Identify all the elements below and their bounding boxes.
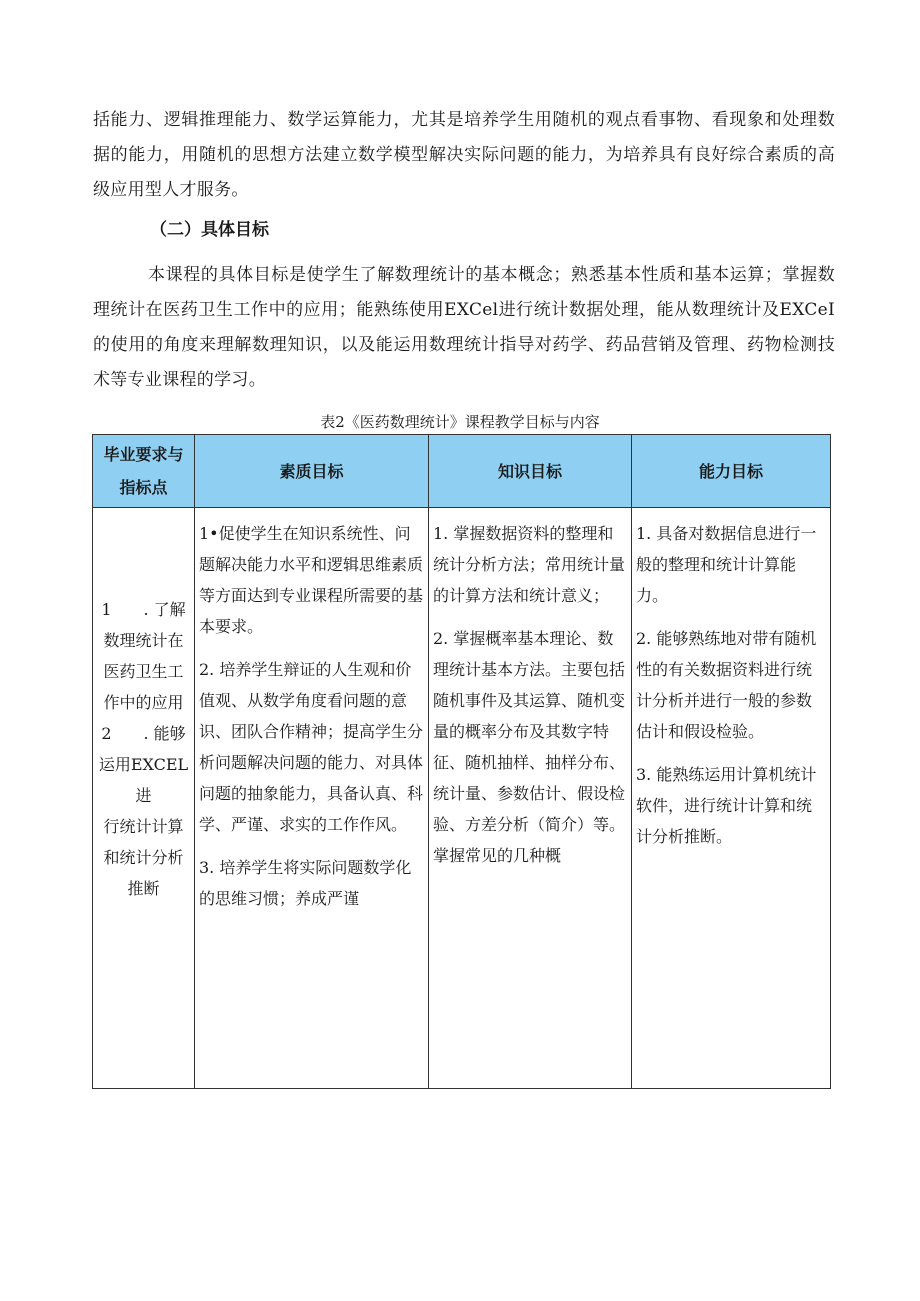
ability-goal-item: 1. 具备对数据信息进行一般的整理和统计计算能力。 — [636, 524, 817, 605]
table-caption: 表2《医药数理统计》课程教学目标与内容 — [320, 413, 600, 431]
header-indicator — [93, 435, 195, 508]
header-ability-goals: 能力目标 — [632, 435, 831, 508]
indicator-line: 和统计分析 — [103, 848, 184, 867]
header-quality-goals: 素质目标 — [195, 435, 429, 508]
quality-goal-item: 2. 培养学生辩证的人生观和价值观、从数学角度看问题的意识、团队合作精神；提高学生分析问题解决问题的能力、对具体问题的抽象能力，具备认真、科学、严谨、求实的工作作风。 — [199, 660, 424, 834]
ability-goals-cell — [632, 508, 831, 1089]
indicator-line: 1 . 了解 — [101, 600, 186, 619]
header-indicator-line1: 毕业要求与 — [103, 445, 184, 464]
knowledge-goals-cell — [429, 508, 632, 1089]
indicator-line: 数理统计在 — [103, 631, 184, 650]
indicator-cell — [93, 508, 195, 1089]
indicator-line: 医药卫生工 — [103, 662, 184, 681]
header-indicator-line2: 指标点 — [119, 478, 168, 497]
quality-goals-cell — [195, 508, 429, 1089]
indicator-line: 运用EXCEL进 — [98, 755, 189, 805]
body-paragraph: 本课程的具体目标是使学生了解数理统计的基本概念；熟悉基本性质和基本运算；掌握数理统计在医药卫生工作中的应用；能熟练使用EXCel进行统计数据处理，能从数理统计及EXCeI的使用的角度来理解数理知识，以及能运用数理统计指导对药学、药品营销及管理、药物检测技术等专业课程的学习。 — [93, 265, 835, 390]
ability-goal-item: 3. 能熟练运用计算机统计软件，进行统计计算和统计分析推断。 — [636, 765, 817, 846]
goals-table — [92, 434, 831, 1089]
indicator-line: 行统计计算 — [103, 817, 184, 836]
table-header-row — [93, 435, 831, 508]
ability-goal-item: 2. 能够熟练地对带有随机性的有关数据资料进行统计分析并进行一般的参数估计和假设检验。 — [636, 629, 817, 741]
header-knowledge-goals: 知识目标 — [429, 435, 632, 508]
quality-goal-item: 1•促使学生在知识系统性、问题解决能力水平和逻辑思维素质等方面达到专业课程所需要的基本要求。 — [199, 524, 424, 636]
knowledge-goal-item: 1. 掌握数据资料的整理和统计分析方法；常用统计量的计算方法和统计意义； — [433, 524, 626, 605]
quality-goal-item: 3. 培养学生将实际问题数学化的思维习惯；养成严谨 — [199, 858, 412, 908]
indicator-line: 2 . 能够 — [101, 724, 186, 743]
indicator-line: 推断 — [127, 879, 160, 898]
indicator-line: 作中的应用 — [103, 693, 184, 712]
table-row — [93, 508, 831, 1089]
intro-paragraph: 括能力、逻辑推理能力、数学运算能力，尤其是培养学生用随机的观点看事物、看现象和处理数据的能力，用随机的思想方法建立数学模型解决实际问题的能力，为培养具有良好综合素质的高级应用型人才服务。 — [93, 110, 835, 200]
section-heading: （二）具体目标 — [150, 220, 269, 240]
knowledge-goal-item: 2. 掌握概率基本理论、数理统计基本方法。主要包括随机事件及其运算、随机变量的概率分布及其数字特征、随机抽样、抽样分布、统计量、参数估计、假设检验、方差分析（简介）等。掌握常见的几种概 — [433, 629, 626, 865]
